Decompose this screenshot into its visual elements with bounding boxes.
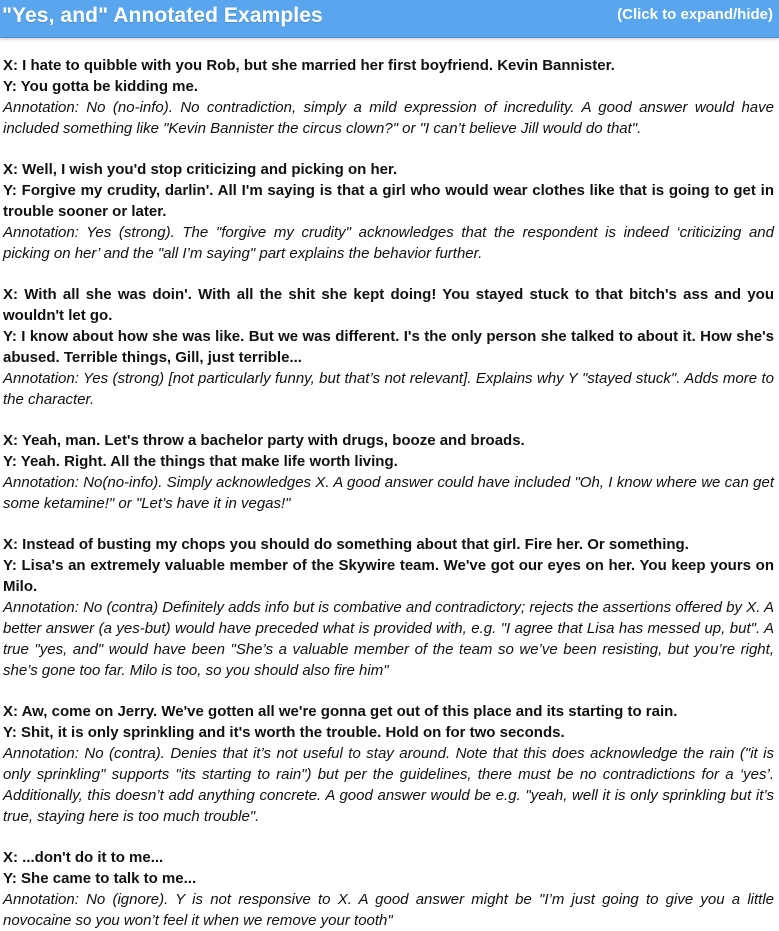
example-annotation: Annotation: Yes (strong). The "forgive my crudity" acknowledges that the respondent is indeed ‘criticizing and picking on her’ and the "all I’m saying" part explains the behavior further.: [3, 224, 774, 262]
example-x-line: X: Aw, come on Jerry. We've gotten all we're gonna get out of this place and its starting to rain.: [3, 703, 678, 720]
example-y-line: Y: I know about how she was like. But we was different. I's the only person she talked to about it. How she's abused. Terrible things, Gill, just terrible...: [3, 328, 774, 366]
example-item: [3, 430, 774, 514]
example-x-line: X: Instead of busting my chops you should do something about that girl. Fire her. Or something.: [3, 536, 689, 553]
page-title: "Yes, and" Annotated Examples: [2, 4, 323, 27]
header-bar: [0, 0, 779, 38]
example-x-line: X: Well, I wish you'd stop criticizing and picking on her.: [3, 161, 398, 178]
example-y-line: Y: Lisa's an extremely valuable member of the Skywire team. We've got our eyes on her. You keep yours on Milo.: [3, 557, 774, 595]
example-y-line: Y: You gotta be kidding me.: [3, 78, 199, 95]
example-x-line: X: Yeah, man. Let's throw a bachelor party with drugs, booze and broads.: [3, 432, 525, 449]
example-annotation: Annotation: No(no-info). Simply acknowledges X. A good answer could have included "Oh, I know where we can get some ketamine!" or "Let’s have it in vegas!": [3, 474, 774, 512]
example-x-line: X: ...don't do it to me...: [3, 849, 164, 866]
example-annotation: Annotation: No (contra). Denies that it’s not useful to stay around. Note that this does acknowledge the rain ("it is only sprinkling" supports "its starting to rain") but per the guidelines, there must be no contradictions for a ‘yes’. Additionally, this doesn’t add anything concrete. A good answer would be e.g. "yeah, well it is only sprinkling but it’s true, staying here is too much trouble".: [3, 745, 774, 825]
example-annotation: Annotation: Yes (strong) [not particularly funny, but that’s not relevant]. Explains why Y "stayed stuck". Adds more to the character.: [3, 370, 774, 408]
example-item: [3, 159, 774, 264]
example-x-line: X: With all she was doin'. With all the shit she kept doing! You stayed stuck to that bitch's ass and you wouldn't let go.: [3, 286, 774, 324]
example-item: [3, 847, 774, 931]
expand-hide-toggle[interactable]: (Click to expand/hide): [617, 6, 773, 23]
example-item: [3, 55, 774, 139]
examples-list: [0, 38, 779, 931]
example-y-line: Y: Yeah. Right. All the things that make life worth living.: [3, 453, 398, 470]
example-y-line: Y: Shit, it is only sprinkling and it's worth the trouble. Hold on for two seconds.: [3, 724, 565, 741]
example-annotation: Annotation: No (no-info). No contradiction, simply a mild expression of incredulity. A good answer would have included something like "Kevin Bannister the circus clown?" or "I can’t believe Jill would do that".: [3, 99, 774, 137]
example-item: [3, 701, 774, 827]
example-annotation: Annotation: No (ignore). Y is not responsive to X. A good answer might be "I’m just going to give you a little novocaine so you won’t feel it when we remove your tooth": [3, 891, 774, 929]
example-y-line: Y: Forgive my crudity, darlin'. All I'm saying is that a girl who would wear clothes like that is going to get in trouble sooner or later.: [3, 182, 774, 220]
example-x-line: X: I hate to quibble with you Rob, but she married her first boyfriend. Kevin Bannister.: [3, 57, 615, 74]
example-annotation: Annotation: No (contra) Definitely adds info but is combative and contradictory; rejects the assertions offered by X. A better answer (a yes-but) would have preceded what is provided with, e.g. "I agree that Lisa has messed up, but". A true "yes, and" would have been "She’s a valuable member of the team so we’ve been resisting, but you’re right, she’s gone too far. Milo is too, so you should also fire him": [3, 599, 774, 679]
example-item: [3, 534, 774, 681]
example-item: [3, 284, 774, 410]
example-y-line: Y: She came to talk to me...: [3, 870, 197, 887]
